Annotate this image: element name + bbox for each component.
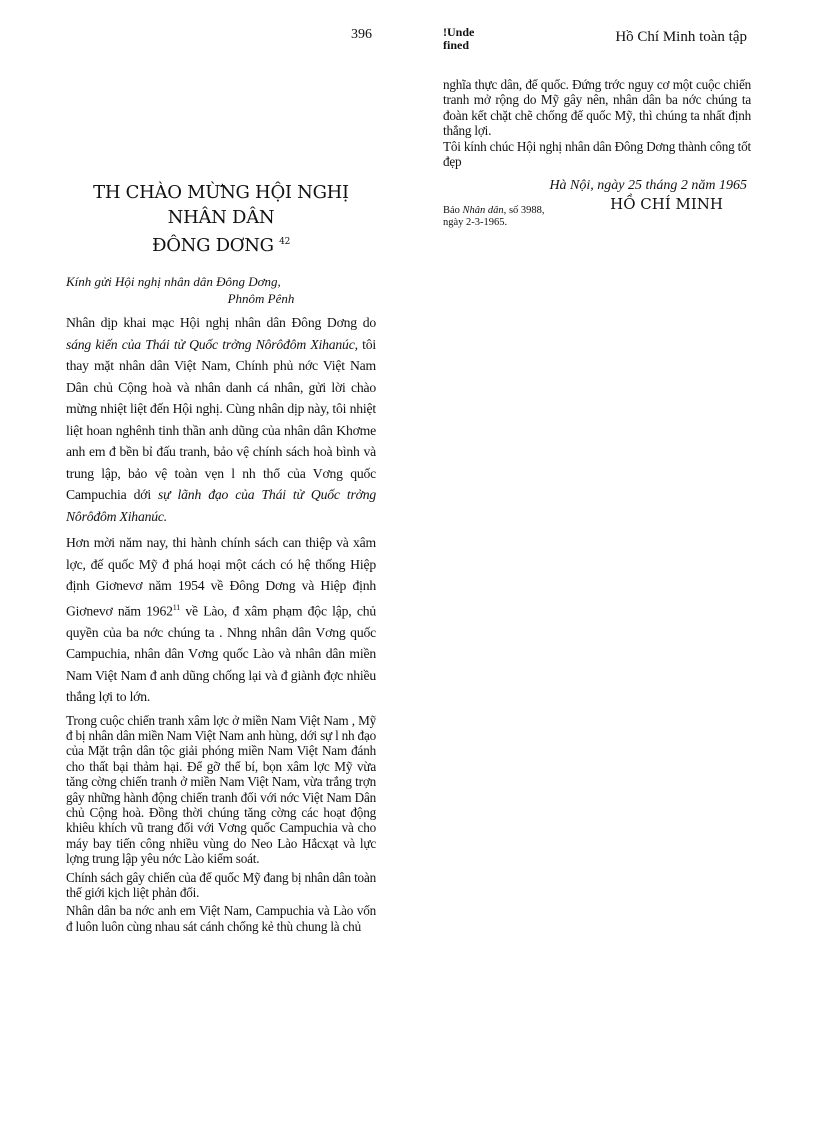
signature: HỒ CHÍ MINH: [610, 195, 723, 214]
paragraph-3: Trong cuộc chiến tranh xâm lợc ở miền Nam Việt Nam , Mỹ đ bị nhân dân miền Nam Việt Nam anh hùng, dới sự l nh đạo của Mặt trận dân tộc giải phóng miền Nam Việt Nam đánh cho thất bại thảm hại. Để gỡ thế bí, bọn xâm lợc Mỹ vừa tăng cờng chiến tranh ở miền Nam Việt Nam, vừa trắng trợn gây những hành động chiến tranh đối với nớc Việt Nam Dân chủ Cộng hoà. Đồng thời chúng tăng cờng các hoạt động khiêu khích vũ trang đối với Vơng quốc Campuchia và cho máy bay tiến công nhiều vùng do Neo Lào Hắcxạt và lực lợng trung lập yêu nớc Lào kiểm soát.: [66, 712, 376, 867]
address-line-2: Phnôm Pênh: [227, 291, 295, 306]
p2-text-b: về Lào, đ xâm phạm độc lập, chủ quyền của ba nớc chúng ta . Nhng nhân dân Vơng quốc Campuchia, nhân dân Vơng quốc Lào và nhân dân miền Nam Việt Nam đ anh dũng chống lại và đ giành đợc nhiều thắng lợi to lớn.: [66, 603, 376, 705]
p1-italic-b: sáng kiến của Thái tử Quốc trởng Nôrôđôm Xihanúc,: [66, 336, 358, 352]
p1-text-a: Nhân dịp khai mạc Hội nghị nhân dân Đông Dơng do: [66, 315, 376, 330]
source-c: số 3988,: [506, 205, 545, 217]
paragraph-2: [66, 532, 376, 708]
document-title: [66, 180, 376, 258]
title-line-2: [66, 230, 376, 258]
header-left-line-1: !Unde: [443, 25, 475, 39]
p1-italic-d: sự lãnh đạo của Thái tử Quốc trởng Nôrôđôm Xihanúc.: [66, 487, 376, 524]
paragraph-5-continued: nghĩa thực dân, đế quốc. Đứng trớc nguy cơ một cuộc chiến tranh mở rộng do Mỹ gây nên, nhân dân ba nớc chúng ta đoàn kết chặt chẽ chống đế quốc Mỹ, thì chúng ta nhất định thắng lợi.: [443, 77, 751, 139]
title-footnote-marker: 42: [279, 237, 291, 247]
left-column: [66, 26, 376, 937]
paragraph-4: Chính sách gây chiến của đế quốc Mỹ đang bị nhân dân toàn thế giới kịch liệt phản đối.: [66, 869, 376, 901]
p2-text-a: Hơn mời năm nay, thi hành chính sách can thiệp và xâm lợc, đế quốc Mỹ đ phá hoại một cách có hệ thống Hiệp định Giơnevơ năm 1954 về Đông Dơng và Hiệp định Giơnevơ năm 1962: [66, 535, 376, 619]
p1-text-c: tôi thay mặt nhân dân Việt Nam, Chính phủ nớc Việt Nam Dân chủ Cộng hoà và nhân danh cá nhân, gửi lời chào mừng nhiệt liệt đến Hội nghị. Cùng nhân dịp này, tôi nhiệt liệt hoan nghênh tinh thần anh dũng của nhân dân Khơme anh em đ bền bỉ đấu tranh, bảo vệ chính sách hoà bình và trung lập, bảo vệ toàn vẹn l nh thổ của Vơng quốc Campuchia dới: [66, 336, 376, 502]
source-newspaper: Nhân dân,: [462, 205, 507, 217]
paragraph-6: Tôi kính chúc Hội nghị nhân dân Đông Dơng thành công tốt đẹp: [443, 138, 751, 170]
header-left-label: [443, 26, 483, 52]
paragraph-5: Nhân dân ba nớc anh em Việt Nam, Campuchia và Lào vốn đ luôn luôn cùng nhau sát cánh chống kẻ thù chung là chủ: [66, 903, 376, 934]
source-a: Báo: [443, 205, 463, 217]
date-line: Hà Nội, ngày 25 tháng 2 năm 1965: [549, 178, 747, 194]
right-column-content: [443, 77, 751, 228]
title-line-1: TH CHÀO MỪNG HỘI NGHỊ NHÂN DÂN: [93, 182, 349, 228]
page-number: 396: [351, 27, 372, 42]
address-line-1: Kính gửi Hội nghị nhân dân Đông Dơng,: [66, 274, 281, 289]
source-date: ngày 2-3-1965.: [443, 216, 508, 228]
p2-footnote-marker: 11: [172, 602, 181, 612]
running-header: Hồ Chí Minh toàn tập: [615, 29, 747, 45]
header-left-line-2: fined: [443, 38, 470, 52]
paragraph-1: [66, 312, 376, 527]
title-line-2-text: ĐÔNG DƠNG: [151, 235, 274, 256]
